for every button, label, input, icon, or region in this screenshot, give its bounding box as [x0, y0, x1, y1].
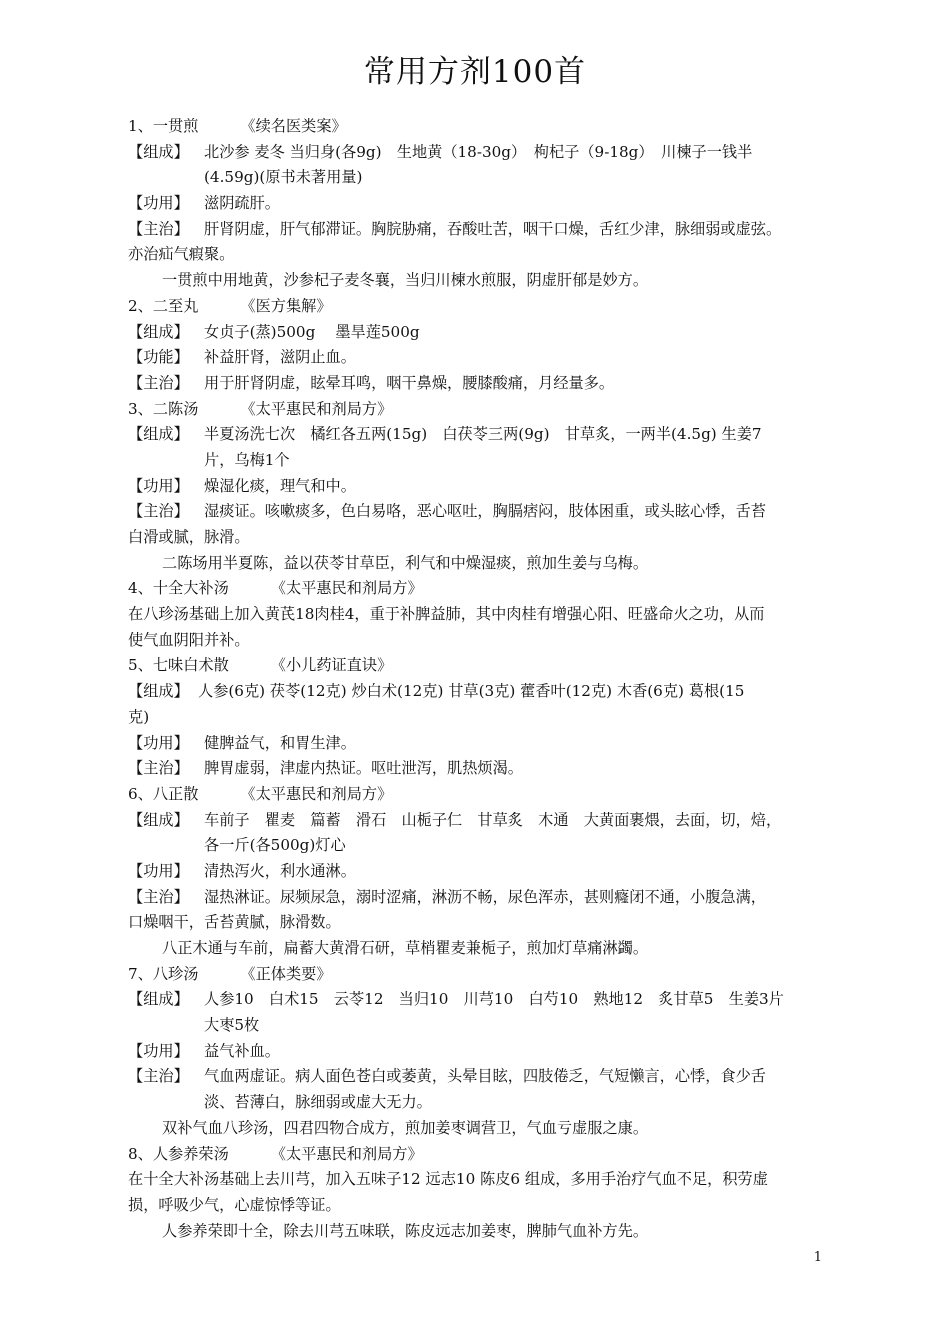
field-text: 健脾益气，和胃生津。	[204, 733, 356, 752]
section-heading	[128, 576, 828, 602]
page-number: 1	[813, 1250, 822, 1265]
field-text: 北沙参 麦冬 当归身(各9g) 生地黄（18-30g） 枸杞子（9-18g） 川楝子一钱半	[204, 142, 753, 161]
field-row	[128, 731, 828, 757]
field-label: 【主治】	[128, 759, 189, 778]
continuation-line: (4.59g)(原书未著用量)	[204, 168, 363, 187]
continuation-line: 大枣5枚	[204, 1016, 260, 1035]
field-text: 补益肝肾，滋阴止血。	[204, 348, 356, 367]
section-source: 《太平惠民和剂局方》	[240, 399, 393, 418]
field-text: 脾胃虚弱，津虚内热证。呕吐泄泻，肌热烦渴。	[204, 759, 523, 778]
body-text: 在八珍汤基础上加入黄芪18肉桂4，重于补脾益肺，其中肉桂有增强心阳、旺盛命火之功，从而	[128, 605, 765, 624]
section-heading	[128, 962, 828, 988]
field-text: 人参10 白术15 云苓12 当归10 川芎10 白芍10 熟地12 炙甘草5 生姜3片	[204, 990, 784, 1009]
body-text: 损，呼吸少气，心虚惊悸等证。	[128, 1195, 341, 1214]
section-source: 《医方集解》	[240, 296, 332, 315]
mnemonic-verse: 双补气血八珍汤，四君四物合成方，煎加姜枣调营卫，气血亏虚服之康。	[162, 1118, 648, 1137]
field-label: 【主治】	[128, 373, 189, 392]
field-text: 女贞子(蒸)500g 墨旱莲500g	[204, 322, 420, 341]
field-label: 【功用】	[128, 1041, 189, 1060]
field-label: 【主治】	[128, 502, 189, 521]
field-label: 【功用】	[128, 194, 189, 213]
body-text: 亦治疝气瘕聚。	[128, 245, 235, 264]
field-row	[128, 191, 828, 217]
section-name: 7、八珍汤	[128, 964, 199, 983]
body-text: 白滑或腻，脉滑。	[128, 528, 250, 546]
field-row	[128, 474, 828, 500]
section-name: 8、人参养荣汤	[128, 1144, 229, 1163]
mnemonic-verse: 人参养荣即十全，除去川芎五味联，陈皮远志加姜枣，脾肺气血补方先。	[162, 1221, 648, 1240]
section-name: 1、一贯煎	[128, 117, 199, 135]
section-name: 3、二陈汤	[128, 399, 199, 418]
continuation-line: 片，乌梅1个	[204, 450, 290, 469]
field-row	[128, 499, 828, 525]
field-text: 半夏汤洗七次 橘红各五两(15g) 白茯苓三两(9g) 甘草炙，一两半(4.5g) 生姜7	[204, 425, 762, 444]
field-text: 气血两虚证。病人面色苍白或萎黄，头晕目眩，四肢倦乏，气短懒言，心悸，食少舌	[204, 1067, 766, 1086]
field-label: 【主治】	[128, 887, 189, 906]
field-text: 肝肾阴虚，肝气郁滞证。胸脘胁痛，吞酸吐苦，咽干口燥，舌红少津，脉细弱或虚弦。	[204, 219, 782, 238]
field-row	[128, 808, 828, 834]
field-label: 【组成】	[128, 810, 189, 829]
field-row	[128, 371, 828, 397]
section-source: 《太平惠民和剂局方》	[240, 784, 393, 803]
field-row	[128, 987, 828, 1013]
continuation-line: 淡、苔薄白，脉细弱或虚大无力。	[204, 1093, 432, 1112]
field-text: 滋阴疏肝。	[204, 194, 280, 213]
document-title: 常用方剂100首	[363, 54, 587, 90]
field-row	[128, 859, 828, 885]
field-label: 【功用】	[128, 733, 189, 752]
section-heading	[128, 397, 828, 423]
field-label: 【功用】	[128, 476, 189, 495]
field-row	[128, 885, 828, 911]
field-text: 燥湿化痰，理气和中。	[204, 476, 356, 495]
section-name: 2、二至丸	[128, 296, 199, 315]
field-row	[128, 320, 828, 346]
field-label: 【组成】	[128, 682, 189, 701]
section-heading	[128, 114, 828, 140]
field-row	[128, 679, 828, 705]
section-source: 《太平惠民和剂局方》	[270, 1144, 423, 1163]
body-text: 使气血阴阳并补。	[128, 630, 250, 649]
continuation-line: 各一斤(各500g)灯心	[204, 836, 346, 855]
mnemonic-verse: 一贯煎中用地黄，沙参杞子麦冬襄，当归川楝水煎服，阴虚肝郁是妙方。	[162, 271, 648, 290]
field-row	[128, 345, 828, 371]
section-heading	[128, 653, 828, 679]
section-source: 《正体类要》	[240, 964, 332, 983]
field-label: 【主治】	[128, 1067, 189, 1086]
field-text: 车前子 瞿麦 篇蓄 滑石 山栀子仁 甘草炙 木通 大黄面裹煨，去面，切，焙，	[204, 810, 782, 829]
section-heading	[128, 782, 828, 808]
field-label: 【功能】	[128, 348, 189, 367]
field-text: 湿热淋证。尿频尿急，溺时涩痛，淋沥不畅，尿色浑赤，甚则癃闭不通，小腹急满，	[204, 887, 766, 906]
field-row	[128, 1039, 828, 1065]
document-body	[128, 114, 828, 1244]
section-source: 《太平惠民和剂局方》	[270, 579, 423, 598]
field-row	[128, 1064, 828, 1090]
body-text: 口燥咽干，舌苔黄腻，脉滑数。	[128, 913, 341, 932]
field-text: 湿痰证。咳嗽痰多，色白易咯，恶心呕吐，胸膈痞闷，肢体困重，或头眩心悸，舌苔	[204, 502, 766, 521]
field-row	[128, 422, 828, 448]
mnemonic-verse: 二陈场用半夏陈，益以茯苓甘草臣，利气和中燥湿痰，煎加生姜与乌梅。	[162, 553, 648, 572]
section-heading	[128, 294, 828, 320]
mnemonic-verse: 八正木通与车前，扁蓄大黄滑石研，草梢瞿麦兼栀子，煎加灯草痛淋蠲。	[162, 939, 648, 957]
field-text: 清热泻火，利水通淋。	[204, 861, 356, 880]
field-label: 【组成】	[128, 142, 189, 161]
field-row	[128, 140, 828, 166]
field-label: 【主治】	[128, 219, 189, 238]
field-label: 【组成】	[128, 990, 189, 1009]
body-text: 克)	[128, 707, 150, 726]
field-label: 【组成】	[128, 322, 189, 341]
section-heading	[128, 1142, 828, 1168]
section-name: 5、七味白术散	[128, 656, 229, 675]
section-name: 6、八正散	[128, 784, 199, 803]
field-label: 【组成】	[128, 425, 189, 444]
field-text: 益气补血。	[204, 1041, 280, 1060]
field-label: 【功用】	[128, 861, 189, 880]
section-source: 《续名医类案》	[240, 117, 347, 135]
field-row	[128, 217, 828, 243]
section-source: 《小儿药证直诀》	[270, 656, 393, 675]
field-text: 用于肝肾阴虚，眩晕耳鸣，咽干鼻燥，腰膝酸痛，月经量多。	[204, 373, 615, 392]
body-text: 在十全大补汤基础上去川芎，加入五味子12 远志10 陈皮6 组成，多用手治疗气血不足，积劳虚	[128, 1170, 768, 1189]
field-text: 人参(6克) 茯苓(12克) 炒白术(12克) 甘草(3克) 藿香叶(12克) 木香(6克) 葛根(15	[198, 682, 745, 701]
field-row	[128, 756, 828, 782]
section-name: 4、十全大补汤	[128, 579, 229, 598]
